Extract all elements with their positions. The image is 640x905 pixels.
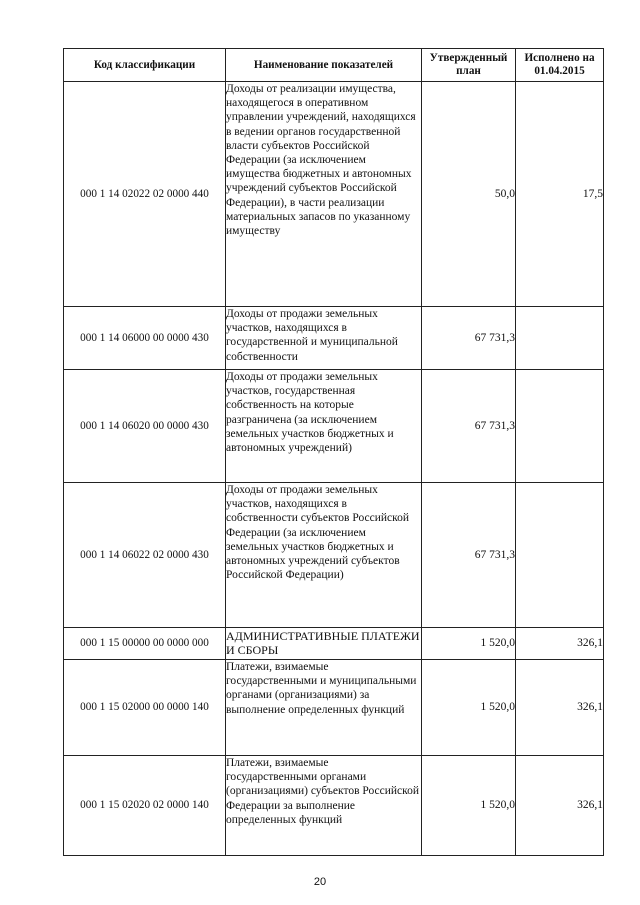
table-header-row bbox=[64, 49, 604, 82]
row-name: Доходы от продажи земельных участков, государственная собственность на которые разграничена (за исключением земельных участков бюджетных и автономных учреждений) bbox=[226, 370, 422, 483]
table-row bbox=[64, 483, 604, 628]
row-code: 000 1 15 02020 02 0000 140 bbox=[64, 756, 226, 856]
header-plan: Утвержденный план bbox=[422, 49, 516, 82]
row-executed bbox=[516, 370, 604, 483]
row-plan: 67 731,3 bbox=[422, 483, 516, 628]
row-name: Платежи, взимаемые государственными органами (организациями) субъектов Российской Федерации за выполнение определенных функций bbox=[226, 756, 422, 856]
row-executed bbox=[516, 483, 604, 628]
header-executed: Исполнено на 01.04.2015 bbox=[516, 49, 604, 82]
page-number: 20 bbox=[313, 876, 327, 888]
row-executed: 326,1 bbox=[516, 628, 604, 660]
table-row bbox=[64, 307, 604, 370]
row-plan: 67 731,3 bbox=[422, 370, 516, 483]
row-plan: 67 731,3 bbox=[422, 307, 516, 370]
row-executed bbox=[516, 307, 604, 370]
table-row bbox=[64, 756, 604, 856]
row-name: Платежи, взимаемые государственными и муниципальными органами (организациями) за выполнение определенных функций bbox=[226, 660, 422, 756]
row-plan: 1 520,0 bbox=[422, 660, 516, 756]
row-name: Доходы от продажи земельных участков, находящихся в государственной и муниципальной собственности bbox=[226, 307, 422, 370]
row-executed: 326,1 bbox=[516, 660, 604, 756]
header-name: Наименование показателей bbox=[226, 49, 422, 82]
row-plan: 1 520,0 bbox=[422, 756, 516, 856]
row-executed: 17,5 bbox=[516, 82, 604, 307]
revenue-table bbox=[63, 48, 604, 856]
row-plan: 50,0 bbox=[422, 82, 516, 307]
row-code: 000 1 14 06022 02 0000 430 bbox=[64, 483, 226, 628]
table-row bbox=[64, 370, 604, 483]
row-name: Доходы от реализации имущества, находящегося в оперативном управлении учреждений, находящихся в ведении органов государственной власти субъектов Российской Федерации (за исключением имущества бюджетных и автономных учреждений субъектов Российской Федерации), в части реализации материальных запасов по указанному имуществу bbox=[226, 82, 422, 307]
header-code: Код классификации bbox=[64, 49, 226, 82]
table-row bbox=[64, 660, 604, 756]
row-executed: 326,1 bbox=[516, 756, 604, 856]
row-code: 000 1 14 02022 02 0000 440 bbox=[64, 82, 226, 307]
row-code: 000 1 14 06000 00 0000 430 bbox=[64, 307, 226, 370]
row-plan: 1 520,0 bbox=[422, 628, 516, 660]
table-row bbox=[64, 628, 604, 660]
row-name: АДМИНИСТРАТИВНЫЕ ПЛАТЕЖИ И СБОРЫ bbox=[226, 628, 422, 660]
row-code: 000 1 14 06020 00 0000 430 bbox=[64, 370, 226, 483]
row-name: Доходы от продажи земельных участков, находящихся в собственности субъектов Российской Федерации (за исключением земельных участков бюджетных и автономных учреждений субъектов Российской Федерации) bbox=[226, 483, 422, 628]
row-code: 000 1 15 00000 00 0000 000 bbox=[64, 628, 226, 660]
table-row bbox=[64, 82, 604, 307]
row-code: 000 1 15 02000 00 0000 140 bbox=[64, 660, 226, 756]
